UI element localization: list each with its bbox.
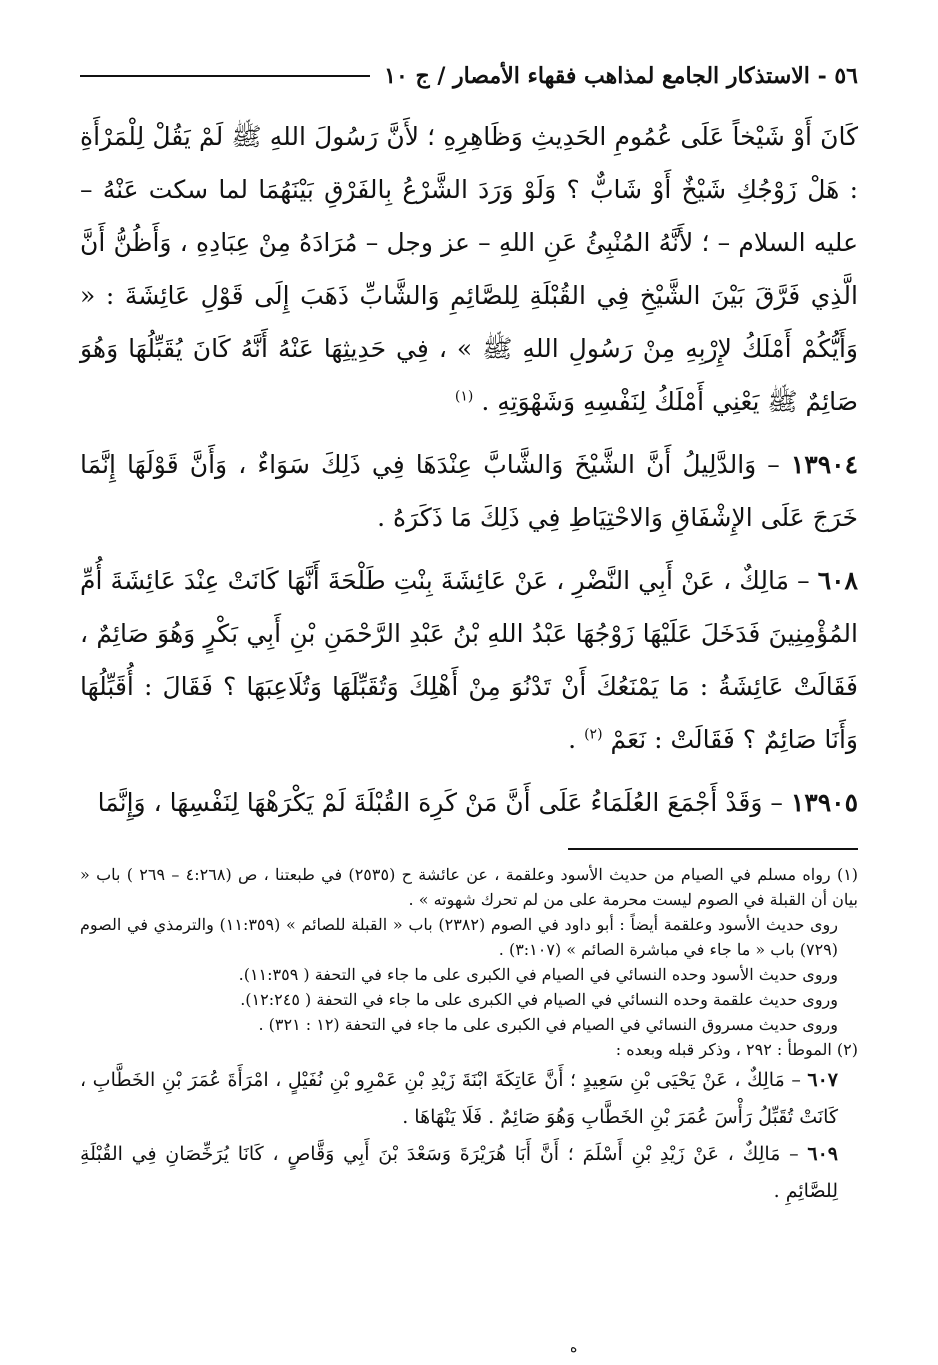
page-mark: ه: [570, 1340, 578, 1356]
footnote-1-line: (١) رواه مسلم في الصيام من حديث الأسود وعلقمة ، عن عائشة ح (٢٥٣٥) في طبعتنا ، ص (٤:٢٦٨ – ٢٦٩ ) باب « بيان أن القبلة في الصوم ليست محرمة على من لم تحرك شهوته » .: [80, 865, 859, 909]
footnotes: [80, 862, 858, 1210]
paragraph-tail: .: [568, 725, 585, 754]
hadith-number: ٦٠٨: [817, 566, 858, 595]
hadith-number: ٦٠٩: [807, 1143, 838, 1165]
paragraph-text: – مَالِكٌ ، عَنْ أَبِي النَّضْرِ ، عَنْ عَائِشَةَ بِنْتِ طَلْحَةَ أَنَّهَا كَانَتْ عِنْدَ عَائِشَةَ أُمِّ المُؤْمِنِينَ فَدَخَلَ عَلَيْهَا زَوْجُهَا عَبْدُ اللهِ بْنُ عَبْدِ الرَّحْمَنِ بْنِ أَبِي بَكْرٍ وَهُوَ صَائِمٌ ، فَقَالَتْ عَائِشَةُ : مَا يَمْنَعُكَ أَنْ تَدْنُوَ مِنْ أَهْلِكَ وَتُقَبِّلَهَا وَتُلَاعِبَهَا ؟ فَقَالَ : أُقَبِّلُهَا وَأَنَا صَائِمٌ ؟ فَقَالَتْ : نَعَمْ: [80, 566, 858, 754]
hadith-text: – مَالِكٌ ، عَنْ يَحْيَى بْنِ سَعِيدٍ ؛ أَنَّ عَاتِكَةَ ابْنَةَ زَيْدِ بْنِ عَمْرِو بْنِ نُفَيْلٍ ، امْرَأَةَ عُمَرَ بْنِ الخَطَّابِ ، كَانَتْ تُقَبِّلُ رَأْسَ عُمَرَ بْنِ الخَطَّابِ وَهُوَ صَائِمٌ . فَلَا يَنْهَاهَا .: [80, 1069, 838, 1128]
footnote-1-line: روى حديث الأسود وعلقمة أيضاً : أبو داود في الصوم (٢٣٨٢) باب « القبلة للصائم » (١١:٣٥٩) والترمذي في الصوم (٧٢٩) باب « ما جاء في مباشرة الصائم » (٣:١٠٧) .: [80, 915, 839, 959]
footnote-1-line: وروى حديث مسروق النسائي في الصيام في الكبرى على ما جاء في التحفة (١٢ : ٣٢١) .: [258, 1015, 838, 1034]
hadith-text: – مَالِكٌ ، عَنْ زَيْدِ بْنِ أَسْلَمَ ؛ أَنَّ أَبَا هُرَيْرَةَ وَسَعْدَ بْنَ أَبِي وَقَّاصٍ ، كَانَا يُرَخِّصَانِ فِي القُبْلَةِ لِلصَّائِمِ .: [80, 1143, 838, 1202]
paragraph-text: كَانَ أَوْ شَيْخاً عَلَى عُمُومِ الحَدِيثِ وَظَاهِرِهِ ؛ لأَنَّ رَسُولَ اللهِ ﷺ لَمْ يَقُلْ لِلْمَرْأَةِ : هَلْ زَوْجُكِ شَيْخٌ أَوْ شَابٌّ ؟ وَلَوْ وَرَدَ الشَّرْعُ بِالفَرْقِ بَيْنَهُمَا لما سكت عَنْهُ – عليه السلام – ؛ لأَنَّهُ المُنْبِئُ عَنِ اللهِ – عز وجل – مُرَادَهُ مِنْ عِبَادِهِ ، وَأَظُنُّ أَنَّ الَّذِي فَرَّقَ بَيْنَ الشَّيْخِ فِي القُبْلَةِ لِلصَّائِمِ وَالشَّابِّ ذَهَبَ إِلَى قَوْلِ عَائِشَةَ : « وَأَيُّكُمْ أَمْلَكُ لإِرْبِهِ مِنْ رَسُولِ اللهِ ﷺ » ، فِي حَدِيثِهَا عَنْهُ أَنَّهُ كَانَ يُقَبِّلُهَا وَهُوَ صَائِمٌ ﷺ يَعْنِي أَمْلَكُ لِنَفْسِهِ وَشَهْوَتِهِ .: [80, 122, 858, 416]
paragraph-number: ١٣٩٠٥: [790, 788, 858, 817]
paragraph-text: – وَالدَّلِيلُ أَنَّ الشَّيْخَ وَالشَّابَّ عِنْدَهَا فِي ذَلِكَ سَوَاءٌ ، وَأَنَّ قَوْلَهَا إِنَّمَا خَرَجَ عَلَى الإِشْفَاقِ وَالاحْتِيَاطِ فِي ذَلِكَ مَا ذَكَرَهُ .: [80, 450, 858, 532]
hadith-608: [80, 554, 858, 766]
footnote-hadith-607: [80, 1062, 858, 1136]
footnote-hadith-609: [80, 1136, 858, 1210]
main-text: [80, 110, 858, 839]
header-title: ٥٦ - الاستذكار الجامع لمذاهب فقهاء الأمصار / ج ١٠: [384, 63, 858, 89]
paragraph-text: – وَقَدْ أَجْمَعَ العُلَمَاءُ عَلَى أَنَّ مَنْ كَرِهَ القُبْلَةَ لَمْ يَكْرَهْهَا لِنَفْسِهَا ، وَإِنَّمَا: [97, 788, 791, 817]
footnote-1-line: وروى حديث الأسود وحده النسائي في الصيام في الكبرى على ما جاء في التحفة ( ١١:٣٥٩).: [238, 965, 838, 984]
footnote-ref-2[interactable]: (٢): [584, 726, 603, 743]
paragraph-13904: [80, 438, 858, 544]
paragraph-continuation: [80, 110, 858, 428]
paragraph-number: ١٣٩٠٤: [790, 450, 858, 479]
running-header: [80, 56, 858, 96]
header-rule: [80, 75, 370, 77]
footnote-ref-1[interactable]: (١): [454, 388, 474, 405]
footnote-1-line: وروى حديث علقمة وحده النسائي في الصيام في الكبرى على ما جاء في التحفة ( ١٢:٢٤٥).: [240, 990, 838, 1009]
footnote-2-intro: (٢) الموطأ : ٢٩٢ ، وذكر قبله وبعده :: [615, 1040, 858, 1059]
footnote-separator: [568, 848, 858, 850]
paragraph-13905: [80, 776, 858, 829]
hadith-number: ٦٠٧: [807, 1069, 838, 1091]
